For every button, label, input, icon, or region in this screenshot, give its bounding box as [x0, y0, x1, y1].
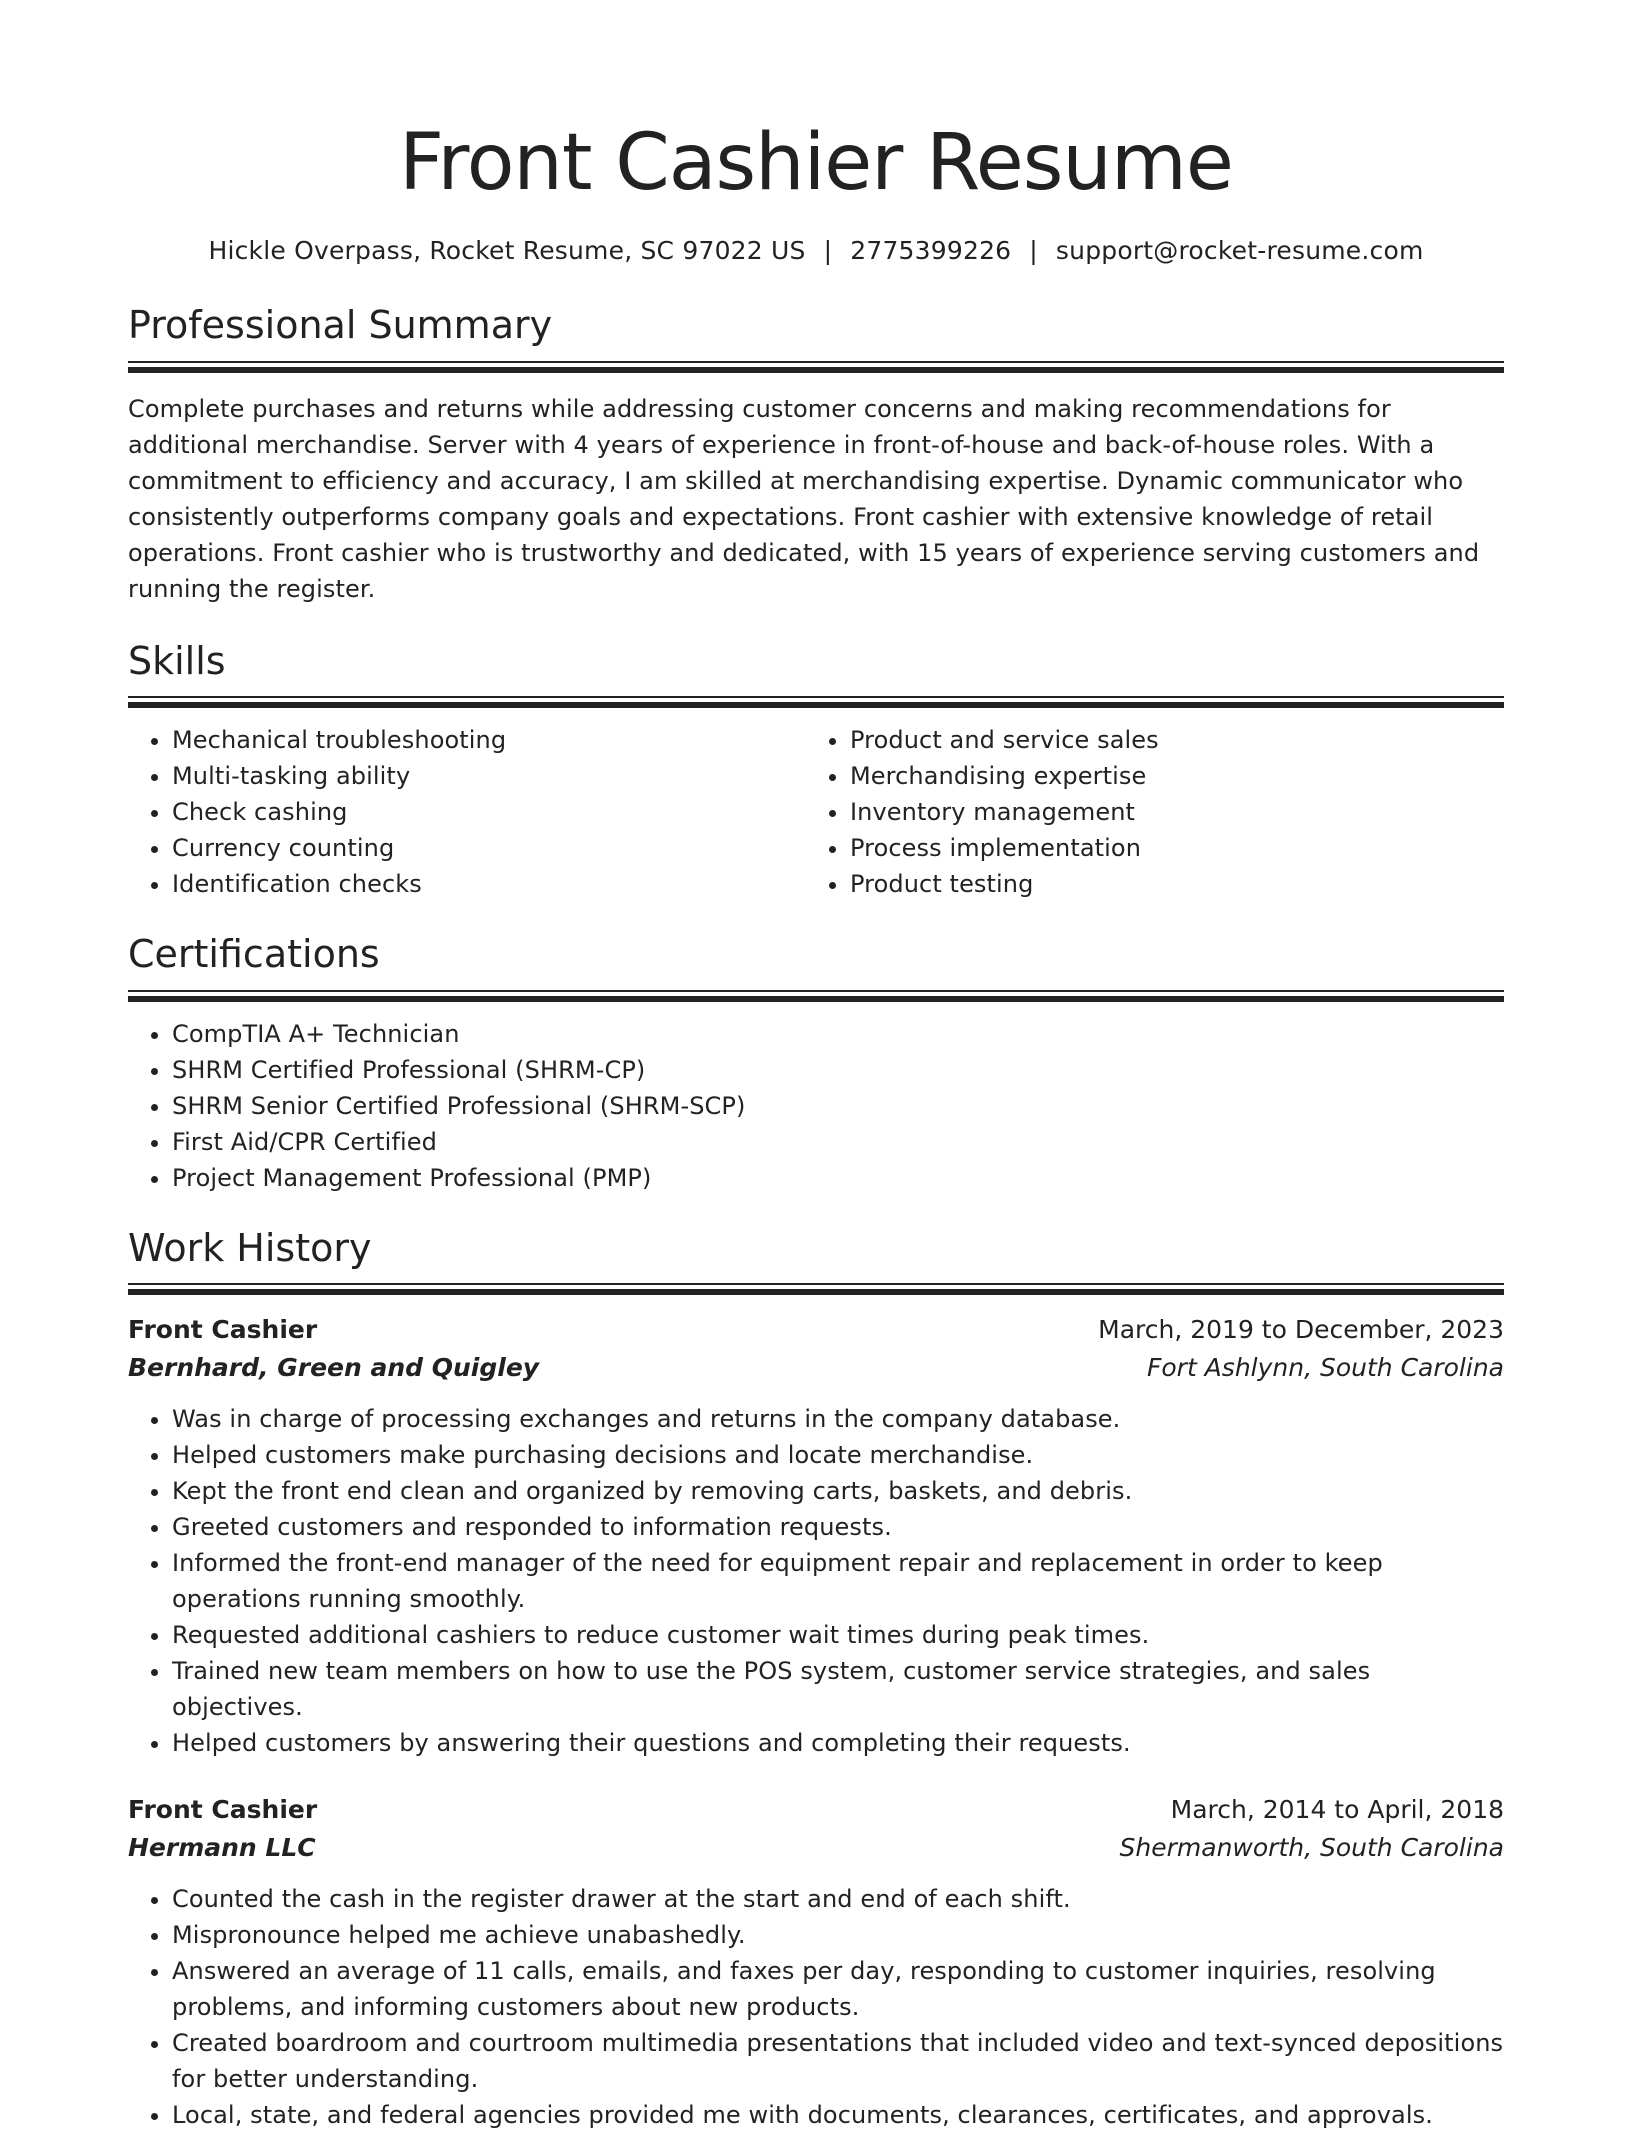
job-location: Shermanworth, South Carolina [1119, 1833, 1504, 1863]
job-header [128, 1791, 1504, 1829]
skill-item: • Process implementation [850, 830, 1484, 866]
section-heading-summary: Professional Summary [128, 303, 553, 347]
skill-item: • Inventory management [850, 794, 1484, 830]
job-company: Hermann LLC [128, 1833, 316, 1863]
skill-item: • Merchandising expertise [850, 758, 1484, 794]
work-history-section [128, 1226, 1504, 2133]
job-subheader [128, 1349, 1504, 1387]
skill-item: • Product testing [850, 866, 1484, 902]
certification-item: • Project Management Professional (PMP) [172, 1160, 1504, 1196]
job-dates: March, 2014 to April, 2018 [1170, 1795, 1504, 1825]
job-location: Fort Ashlynn, South Carolina [1146, 1353, 1504, 1383]
certification-item: • First Aid/CPR Certified [172, 1124, 1504, 1160]
contact-phone: 2775399226 [850, 236, 1012, 265]
section-heading-work-history: Work History [128, 1225, 372, 1270]
job-entry [128, 1311, 1504, 1761]
skill-item: • Mechanical troubleshooting [172, 722, 806, 758]
section-divider [128, 990, 1504, 1000]
contact-address: Hickle Overpass, Rocket Resume, SC 97022 US [208, 236, 806, 265]
section-heading-skills: Skills [128, 638, 226, 683]
job-bullet: • Trained new team members on how to use the POS system, customer service strategies, and sales objectives. [172, 1653, 1504, 1725]
job-header [128, 1311, 1504, 1349]
contact-separator: | [1029, 236, 1038, 265]
section-heading-certifications: Certifications [128, 932, 380, 977]
certification-item: • CompTIA A+ Technician [172, 1016, 1504, 1052]
certifications-section [128, 932, 1504, 1196]
job-bullet: • Local, state, and federal agencies provided me with documents, clearances, certificates, and approvals. [172, 2097, 1504, 2133]
job-bullet: • Informed the front-end manager of the need for equipment repair and replacement in order to keep operations running smoothly. [172, 1545, 1504, 1617]
job-bullet: • Requested additional cashiers to reduce customer wait times during peak times. [172, 1617, 1504, 1653]
job-title: Front Cashier [128, 1315, 318, 1345]
job-bullets [128, 1881, 1504, 2133]
skill-item: • Currency counting [172, 830, 806, 866]
contact-email: support@rocket-resume.com [1055, 236, 1424, 265]
skill-item: • Check cashing [172, 794, 806, 830]
skills-column-left [128, 722, 806, 902]
certifications-list [128, 1016, 1504, 1196]
skill-item: • Identification checks [172, 866, 806, 902]
skill-item: • Product and service sales [850, 722, 1484, 758]
job-bullet: • Kept the front end clean and organized by removing carts, baskets, and debris. [172, 1473, 1504, 1509]
job-bullet: • Was in charge of processing exchanges and returns in the company database. [172, 1401, 1504, 1437]
job-bullet: • Mispronounce helped me achieve unabashedly. [172, 1917, 1504, 1953]
resume-title: Front Cashier Resume [399, 118, 1233, 208]
certification-item: • SHRM Senior Certified Professional (SHRM-SCP) [172, 1088, 1504, 1124]
job-subheader [128, 1829, 1504, 1867]
section-divider [128, 696, 1504, 706]
job-bullet: • Counted the cash in the register drawer at the start and end of each shift. [172, 1881, 1504, 1917]
skills-column-right [806, 722, 1484, 902]
job-dates: March, 2019 to December, 2023 [1098, 1315, 1504, 1345]
job-bullets [128, 1401, 1504, 1761]
job-company: Bernhard, Green and Quigley [128, 1353, 540, 1383]
skills-section [128, 639, 1504, 903]
skill-item: • Multi-tasking ability [172, 758, 806, 794]
job-bullet: • Helped customers make purchasing decisions and locate merchandise. [172, 1437, 1504, 1473]
job-bullet: • Greeted customers and responded to information requests. [172, 1509, 1504, 1545]
job-entry [128, 1791, 1504, 2133]
section-divider [128, 1283, 1504, 1293]
job-bullet: • Answered an average of 11 calls, emails, and faxes per day, responding to customer inquiries, resolving problems, and informing customers about new products. [172, 1953, 1504, 2025]
section-divider [128, 361, 1504, 371]
summary-text: Complete purchases and returns while addressing customer concerns and making recommendations for additional merchandise. Server with 4 years of experience in front-of-house and back-of-house roles. With a commitment to efficiency and accuracy, I am skilled at merchandising expertise. Dynamic communicator who consistently outperforms company goals and expectations. Front cashier with extensive knowledge of retail operations. Front cashier who is trustworthy and dedicated, with 15 years of experience serving customers and running the register. [128, 394, 1480, 603]
skills-columns [128, 722, 1504, 902]
job-bullet: • Helped customers by answering their questions and completing their requests. [172, 1725, 1504, 1761]
certification-item: • SHRM Certified Professional (SHRM-CP) [172, 1052, 1504, 1088]
resume-page [128, 110, 1504, 2133]
contact-line [128, 236, 1504, 265]
summary-section [128, 303, 1504, 607]
contact-separator: | [823, 236, 833, 265]
job-title: Front Cashier [128, 1795, 318, 1825]
job-bullet: • Created boardroom and courtroom multimedia presentations that included video and text-synced depositions for better understanding. [172, 2025, 1504, 2097]
